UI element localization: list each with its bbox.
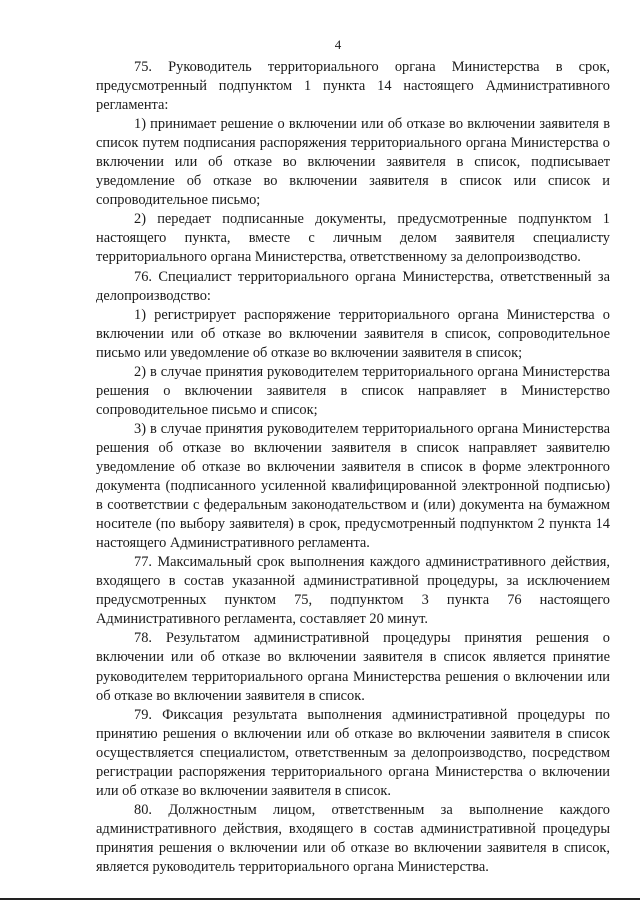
- paragraph-75: 75. Руководитель территориального органа Министерства в срок, предусмотренный подпунктом 1 пункта 14 настоящего Административного регламента:: [96, 59, 610, 114]
- paragraph-75-item-2: 2) передает подписанные документы, предусмотренные подпунктом 1 настоящего пункта, вместе с личным делом заявителя специалисту территориального органа Министерства, ответственному за делопроизводство.: [96, 211, 610, 266]
- paragraph-80: 80. Должностным лицом, ответственным за выполнение каждого административного действия, входящего в состав административной процедуры принятия решения о включении или об отказе во включении заявителя в список, является руководитель территориального органа Министерства.: [96, 801, 610, 875]
- document-body: [96, 58, 610, 877]
- paragraph-75-item-1: 1) принимает решение о включении или об отказе во включении заявителя в список путем подписания распоряжения территориального органа Министерства о включении или об отказе во включении заявителя в список, подписывает уведомление об отказе во включении заявителя в список или список и сопроводительное письмо;: [96, 116, 610, 209]
- paragraph-79: 79. Фиксация результата выполнения административной процедуры по принятию решения о включении или об отказе во включении заявителя в список осуществляется специалистом, ответственным за делопроизводство, посредством регистрации распоряжения территориального органа Министерства о включении или об отказе во включении заявителя в список.: [96, 706, 610, 799]
- paragraph-76-item-3: 3) в случае принятия руководителем территориального органа Министерства решения об отказе во включении заявителя в список направляет заявителю уведомление об отказе во включении заявителя в список в форме электронного документа (подписанного усиленной квалифицированной электронной подписью) в соответствии с федеральным законодательством и (или) документа на бумажном носителе (по выбору заявителя) в срок, предусмотренный подпунктом 2 пункта 14 настоящего Административного регламента.: [96, 420, 610, 552]
- paragraph-78: 78. Результатом административной процедуры принятия решения о включении или об отказе во включении заявителя в список является принятие руководителем территориального органа Министерства решения о включении или об отказе во включении заявителя в список.: [96, 630, 610, 704]
- paragraph-77: 77. Максимальный срок выполнения каждого административного действия, входящего в состав указанной административной процедуры, за исключением предусмотренных пунктом 75, подпунктом 3 пункта 76 настоящего Административного регламента, составляет 20 минут.: [96, 554, 610, 628]
- paragraph-76-item-2: 2) в случае принятия руководителем территориального органа Министерства решения о включении заявителя в список направляет в Министерство сопроводительное письмо и список;: [96, 363, 610, 418]
- paragraph-76-item-1: 1) регистрирует распоряжение территориального органа Министерства о включении или об отказе во включении заявителя в список, сопроводительное письмо или уведомление об отказе во включении заявителя в список;: [96, 306, 610, 361]
- page-number: 4: [334, 37, 342, 52]
- paragraph-76: 76. Специалист территориального органа Министерства, ответственный за делопроизводство:: [96, 268, 610, 304]
- scan-edge-line: [0, 898, 640, 900]
